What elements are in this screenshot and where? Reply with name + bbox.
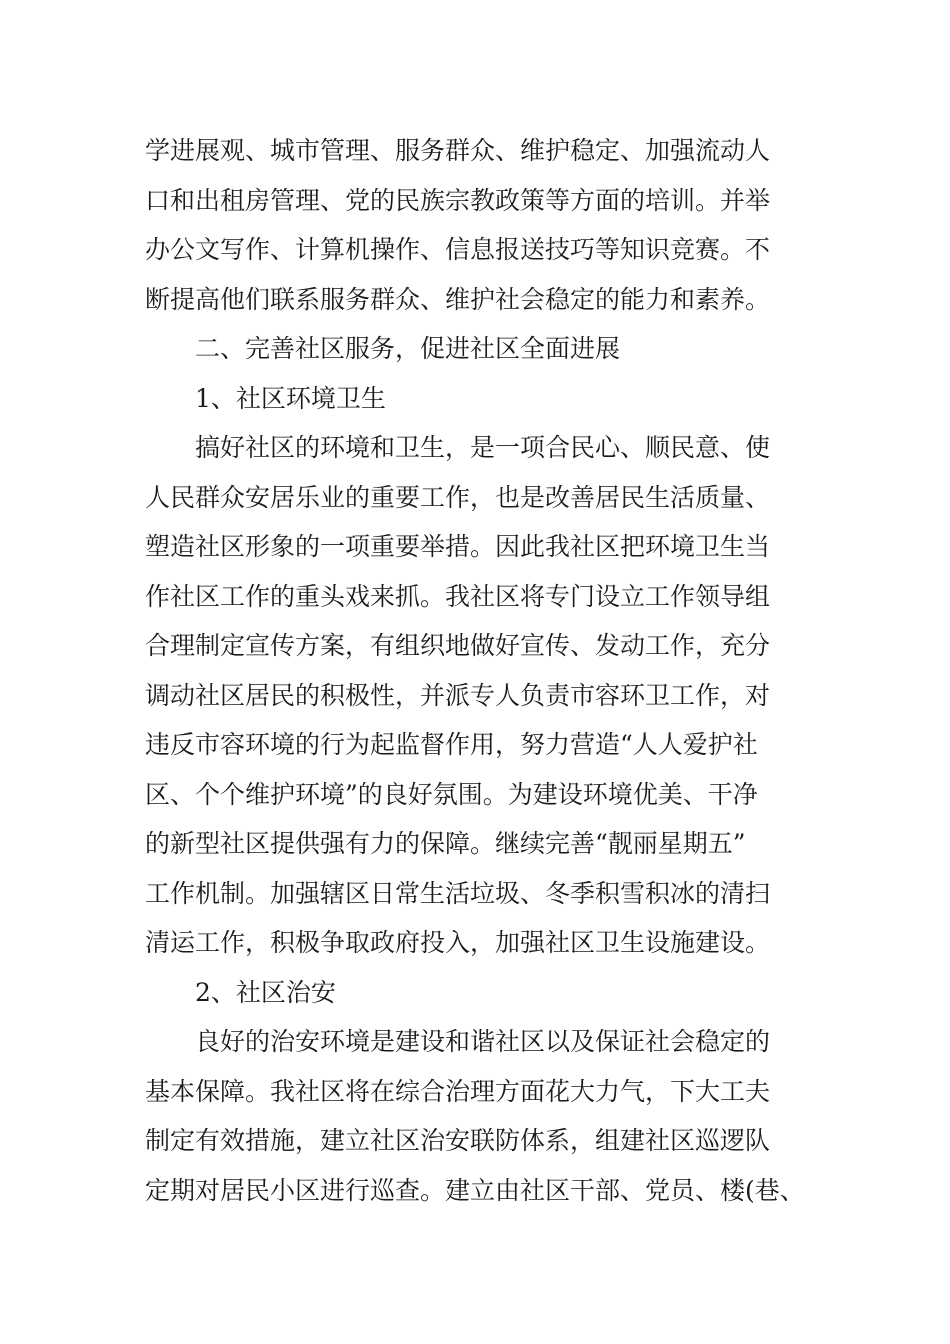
text-line: 塑造社区形象的一项重要举措。因此我社区把环境卫生当 [145, 532, 771, 561]
text-line: 清运工作，积极争取政府投入，加强社区卫生设施建设。 [145, 928, 771, 957]
text-line: 调动社区居民的积极性，并派专人负责市容环卫工作，对 [145, 680, 771, 710]
text-line: 搞好社区的环境和卫生，是一项合民心、顺民意、使 [195, 433, 771, 462]
text-line: 良好的治安环境是建设和谐社区以及保证社会稳定的 [195, 1027, 771, 1056]
text-line: 2、社区治安 [195, 977, 336, 1007]
text-line: 学进展观、城市管理、服务群众、维护稳定、加强流动人 [145, 136, 771, 165]
text-line: 合理制定宣传方案，有组织地做好宣传、发动工作，充分 [145, 631, 771, 660]
text-line: 二、完善社区服务，促进社区全面进展 [195, 334, 621, 363]
text-line: 办公文写作、计算机操作、信息报送技巧等知识竞赛。不 [145, 235, 771, 264]
text-line: 基本保障。我社区将在综合治理方面花大力气，下大工夫 [145, 1076, 771, 1106]
text-line: 作社区工作的重头戏来抓。我社区将专门设立工作领导组 [145, 581, 771, 611]
text-line: 口和出租房管理、党的民族宗教政策等方面的培训。并举 [145, 185, 771, 215]
text-line: 制定有效措施，建立社区治安联防体系，组建社区巡逻队 [145, 1126, 771, 1155]
text-line: 人民群众安居乐业的重要工作，也是改善居民生活质量、 [145, 482, 771, 512]
text-line: 工作机制。加强辖区日常生活垃圾、冬季积雪积冰的清扫 [145, 878, 771, 908]
text-line: 断提高他们联系服务群众、维护社会稳定的能力和素养。 [145, 284, 771, 314]
text-line: 的新型社区提供强有力的保障。继续完善“靓丽星期五” [145, 829, 746, 858]
document-body [145, 126, 825, 1215]
text-line: 违反市容环境的行为起监督作用，努力营造“人人爱护社 [145, 730, 758, 759]
text-line: 1、社区环境卫生 [195, 383, 386, 413]
text-line: 定期对居民小区进行巡查。建立由社区干部、党员、楼(巷、 [145, 1175, 805, 1205]
text-line: 区、个个维护环境”的良好氛围。为建设环境优美、干净 [145, 779, 758, 809]
